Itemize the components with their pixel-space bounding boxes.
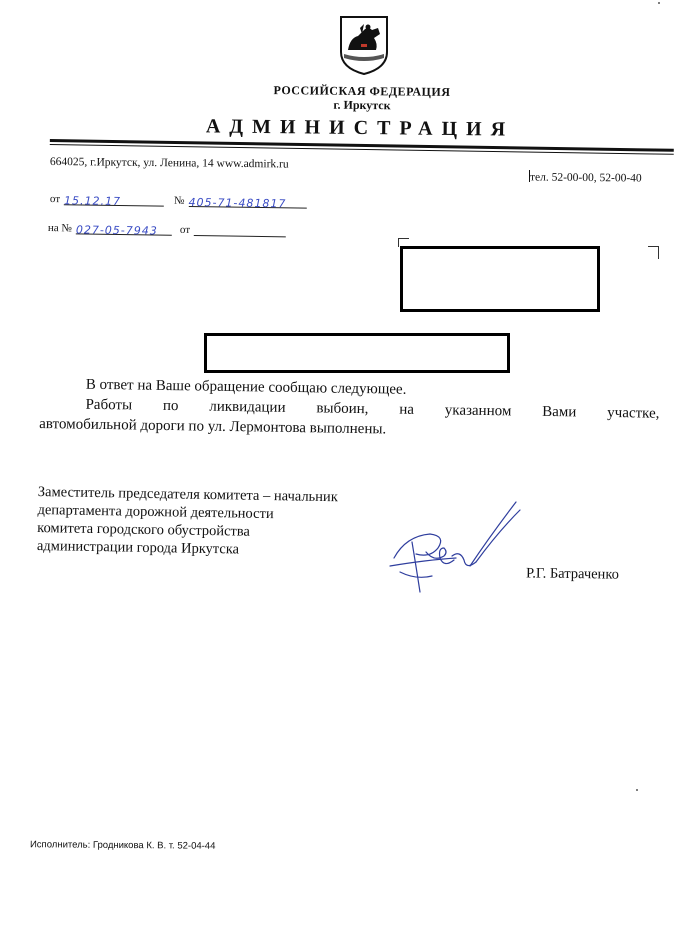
body-line-3: автомобильной дороги по ул. Лермонтова выполнены. [39,415,387,438]
country-name: РОССИЙСКАЯ ФЕДЕРАЦИЯ [273,83,451,99]
date-value: 15.12.17 [63,194,122,208]
signatory-name: Р.Г. Батраченко [525,565,620,583]
incoming-reference-row [48,220,286,237]
signatory-title-line: департамента дорожной деятельности [37,501,274,523]
redacted-addressee-box [400,246,600,312]
body-word: указанном [444,402,512,420]
executor-line: Исполнитель: Гродникова К. В. т. 52-04-44 [29,839,216,852]
in-reply-field [75,220,172,238]
in-reply-date-field [194,222,286,237]
signatory-title-line: комитета городского обустройства [37,519,251,540]
body-line-1: В ответ на Ваше обращение сообщаю следующее. [85,376,407,398]
letter-body [39,374,660,444]
body-word: Вами [542,403,577,421]
body-word: участке, [607,404,660,422]
number-value: 405-71-481817 [188,195,287,211]
body-word: Работы [85,396,133,414]
body-word: по [162,397,179,415]
body-word: выбоин, [316,400,369,418]
scan-speck [636,789,638,791]
handwritten-signature [386,496,526,600]
scan-speck [658,2,660,4]
irkutsk-coat-of-arms-emblem [338,14,390,76]
in-reply-date-label: от [179,223,191,236]
in-reply-label: на № [47,221,72,235]
organization-address: 664025, г.Иркутск, ул. Ленина, 14 www.admirk.ru [49,156,289,171]
redacted-salutation-box [204,333,510,373]
number-field [188,193,306,209]
signatory-title-line: Заместитель председателя комитета – начальник [37,483,338,506]
organization-phone: тел. 52-00-00, 52-00-40 [529,171,642,185]
number-label: № [173,194,185,207]
signatory-title-line: администрации города Иркутска [36,537,240,558]
body-word: на [399,401,415,418]
organization-title: АДМИНИСТРАЦИЯ [205,115,515,141]
body-word: ликвидации [209,398,286,416]
addressee-corner-right [648,246,659,259]
city-name: г. Иркутск [333,97,391,113]
date-label: от [49,192,61,206]
outgoing-reference-row [50,191,307,209]
signatory-title [37,483,338,560]
date-field [64,191,164,206]
in-reply-value: 027-05-7943 [75,223,158,238]
